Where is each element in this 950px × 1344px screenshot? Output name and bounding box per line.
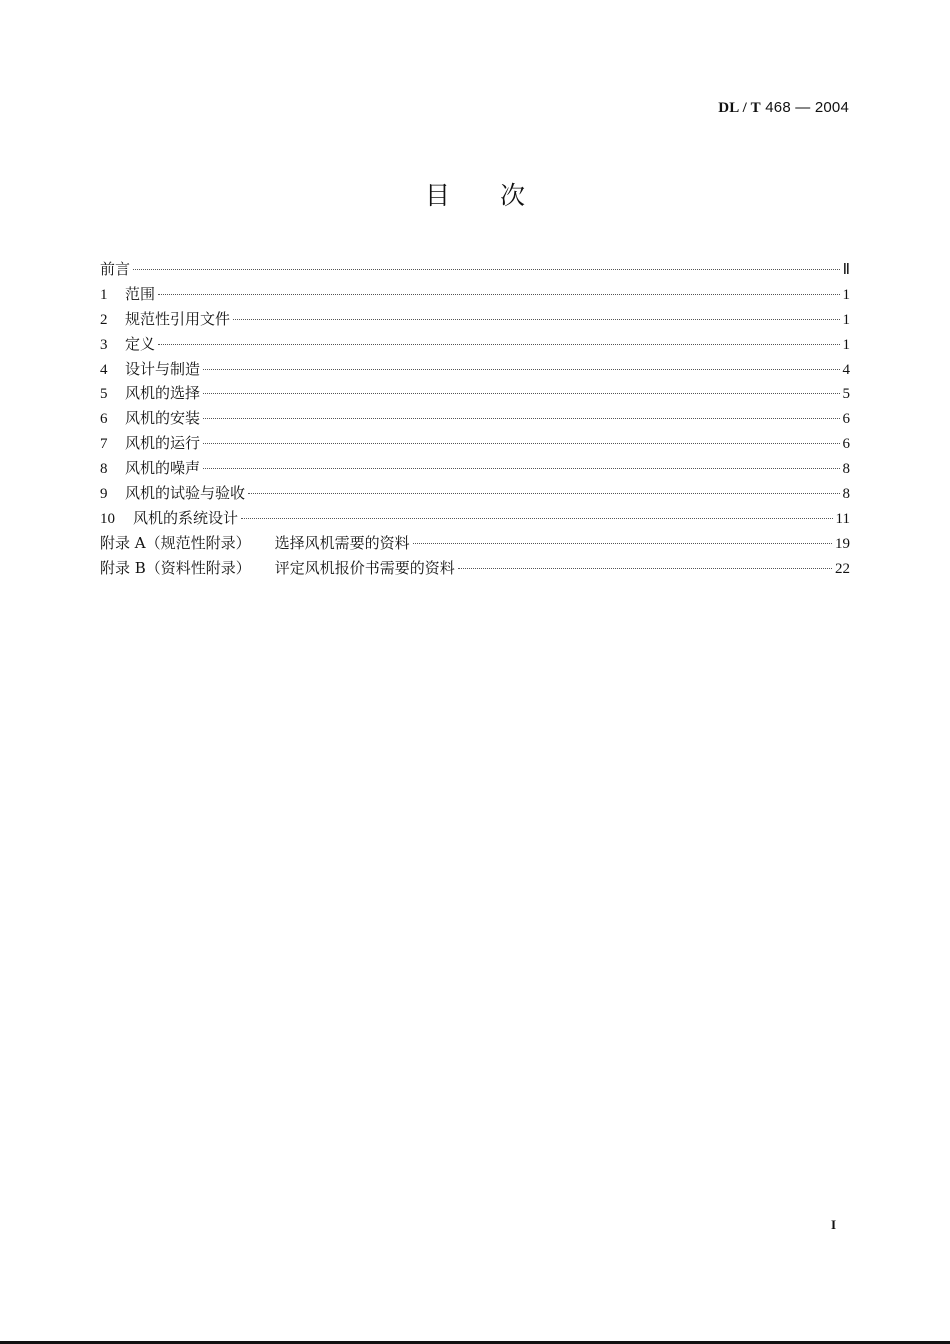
toc-entry-number: 3 bbox=[100, 336, 108, 353]
toc-entry-page: 1 bbox=[842, 336, 850, 353]
toc-entry-page: 5 bbox=[842, 386, 850, 403]
toc-entry-page: Ⅱ bbox=[842, 262, 850, 278]
toc-entry-label bbox=[100, 532, 410, 553]
standard-prefix: DL / T bbox=[718, 100, 761, 116]
toc-entry-4[interactable] bbox=[100, 358, 850, 383]
toc-entry-appendix-b[interactable] bbox=[100, 557, 850, 582]
page-number: I bbox=[831, 1217, 837, 1232]
toc-entry-7[interactable] bbox=[100, 432, 850, 457]
toc-title-char-1: 目 bbox=[424, 181, 450, 210]
toc-entry-page: 8 bbox=[842, 461, 850, 478]
toc-entry-3[interactable] bbox=[100, 333, 850, 358]
dot-leader bbox=[203, 443, 839, 444]
toc-entry-page: 1 bbox=[842, 286, 850, 303]
toc-entry-page: 4 bbox=[842, 361, 850, 378]
dot-leader bbox=[203, 393, 839, 394]
dot-leader bbox=[203, 468, 839, 469]
toc-entry-label: 风机的系统设计 bbox=[133, 508, 239, 527]
table-of-contents bbox=[100, 258, 850, 582]
toc-entry-label: 前言 bbox=[100, 260, 131, 278]
toc-entry-number: 4 bbox=[100, 361, 108, 378]
toc-entry-number: 7 bbox=[100, 436, 108, 453]
toc-entry-2[interactable] bbox=[100, 308, 850, 333]
toc-entry-6[interactable] bbox=[100, 407, 850, 432]
dot-leader bbox=[203, 369, 839, 370]
dot-leader bbox=[241, 518, 833, 519]
toc-entry-page: 1 bbox=[842, 311, 850, 328]
toc-entry-label: 风机的运行 bbox=[125, 434, 201, 453]
toc-entry-5[interactable] bbox=[100, 382, 850, 407]
toc-entry-appendix-a[interactable] bbox=[100, 532, 850, 557]
dot-leader bbox=[458, 568, 832, 569]
toc-entry-number: 9 bbox=[100, 486, 108, 503]
toc-entry-label: 范围 bbox=[125, 284, 156, 303]
dot-leader bbox=[413, 543, 832, 544]
toc-entry-page: 6 bbox=[842, 411, 850, 428]
toc-entry-8[interactable] bbox=[100, 457, 850, 482]
appendix-a-title: 选择风机需要的资料 bbox=[274, 533, 410, 552]
dot-leader bbox=[133, 269, 840, 270]
toc-title bbox=[0, 176, 950, 212]
toc-entry-number: 2 bbox=[100, 311, 108, 328]
dot-leader bbox=[158, 344, 839, 345]
toc-entry-number: 1 bbox=[100, 286, 108, 303]
appendix-b-heading: 附录 B（资料性附录） bbox=[100, 558, 251, 577]
dot-leader bbox=[248, 493, 839, 494]
toc-entry-number: 8 bbox=[100, 461, 108, 478]
toc-entry-number: 6 bbox=[100, 411, 108, 428]
toc-entry-page: 6 bbox=[842, 436, 850, 453]
toc-entry-label: 设计与制造 bbox=[125, 359, 201, 378]
dot-leader bbox=[203, 418, 839, 419]
toc-entry-label: 风机的选择 bbox=[125, 384, 201, 403]
appendix-a-heading: 附录 A（规范性附录） bbox=[100, 533, 251, 552]
toc-title-char-2: 次 bbox=[500, 181, 526, 210]
toc-entry-page: 19 bbox=[835, 535, 850, 552]
toc-entry-page: 11 bbox=[835, 510, 850, 527]
toc-entry-page: 22 bbox=[835, 560, 850, 577]
toc-entry-label: 风机的噪声 bbox=[125, 459, 201, 478]
toc-entry-foreword[interactable] bbox=[100, 258, 850, 283]
toc-entry-9[interactable] bbox=[100, 482, 850, 507]
dot-leader bbox=[158, 294, 839, 295]
toc-entry-number: 5 bbox=[100, 386, 108, 403]
toc-entry-10[interactable] bbox=[100, 507, 850, 532]
toc-entry-label: 风机的试验与验收 bbox=[125, 484, 246, 503]
toc-entry-label bbox=[100, 557, 455, 578]
standard-number: 468 — 2004 bbox=[765, 99, 849, 116]
toc-entry-label: 规范性引用文件 bbox=[125, 309, 231, 328]
dot-leader bbox=[233, 319, 839, 320]
toc-entry-page: 8 bbox=[842, 486, 850, 503]
toc-entry-label: 风机的安装 bbox=[125, 409, 201, 428]
standard-code bbox=[718, 99, 849, 117]
toc-entry-label: 定义 bbox=[125, 334, 156, 353]
toc-entry-number: 10 bbox=[100, 510, 115, 527]
appendix-b-title: 评定风机报价书需要的资料 bbox=[274, 558, 455, 577]
toc-entry-1[interactable] bbox=[100, 283, 850, 308]
